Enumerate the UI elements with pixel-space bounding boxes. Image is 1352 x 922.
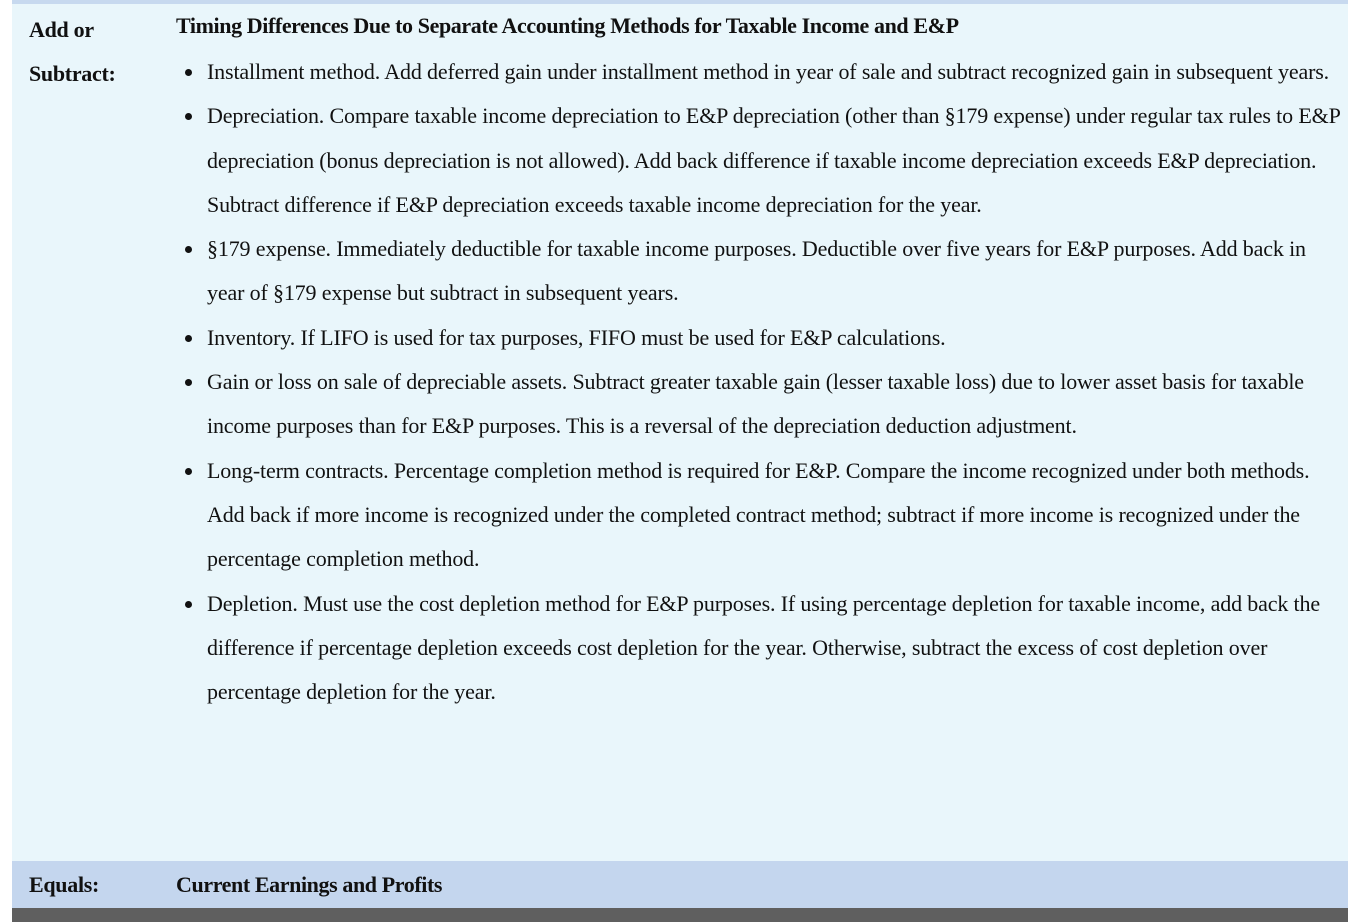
timing-differences-list	[176, 50, 1342, 714]
list-item-inventory: Inventory. If LIFO is used for tax purposes, FIFO must be used for E&P calculations.	[207, 316, 1342, 360]
ep-computation-table	[12, 0, 1348, 922]
add-subtract-label: Add or Subtract:	[29, 17, 116, 86]
list-item-section-179-expense: §179 expense. Immediately deductible for taxable income purposes. Deductible over five years for E&P purposes. Add back in year of §179 expense but subtract in subsequent years.	[207, 227, 1342, 316]
current-earnings-and-profits: Current Earnings and Profits	[176, 872, 443, 897]
list-item-long-term-contracts: Long-term contracts. Percentage completion method is required for E&P. Compare the income recognized under both methods. Add back if more income is recognized under the completed contract method; subtract if more income is recognized under the percentage completion method.	[207, 449, 1342, 582]
equals-label: Equals:	[29, 872, 100, 897]
timing-differences-heading: Timing Differences Due to Separate Accounting Methods for Taxable Income and E&P	[176, 13, 959, 38]
list-item-gain-or-loss: Gain or loss on sale of depreciable assets. Subtract greater taxable gain (lesser taxable loss) due to lower asset basis for taxable income purposes than for E&P purposes. This is a reversal of the depreciation deduction adjustment.	[207, 360, 1342, 449]
list-item-depletion: Depletion. Must use the cost depletion method for E&P purposes. If using percentage depletion for taxable income, add back the difference if percentage depletion exceeds cost depletion for the year. Otherwise, subtract the excess of cost depletion over percentage depletion for the year.	[207, 582, 1342, 715]
list-item-installment-method: Installment method. Add deferred gain under installment method in year of sale and subtract recognized gain in subsequent years.	[207, 50, 1342, 94]
add-subtract-content	[176, 8, 1342, 714]
list-item-depreciation: Depreciation. Compare taxable income depreciation to E&P depreciation (other than §179 expense) under regular tax rules to E&P depreciation (bonus depreciation is not allowed). Add back difference if taxable income depreciation exceeds E&P depreciation. Subtract difference if E&P depreciation exceeds taxable income depreciation for the year.	[207, 94, 1342, 227]
equals-row	[12, 861, 1348, 908]
add-subtract-row	[12, 4, 1348, 861]
bottom-rule	[12, 908, 1348, 922]
